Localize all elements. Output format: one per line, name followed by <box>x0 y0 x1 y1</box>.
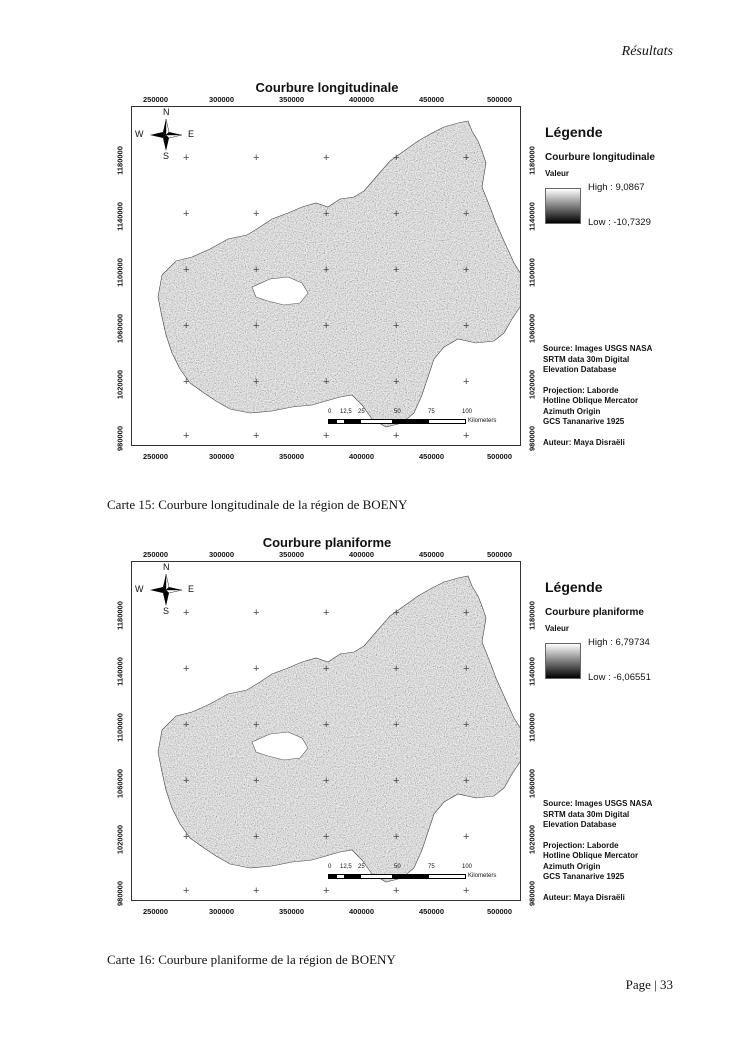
projection-line: Hotline Oblique Mercator <box>543 851 639 860</box>
scale-bar-segment <box>428 419 466 424</box>
scale-bar-label: 12,5 <box>340 409 352 415</box>
x-tick-label: 500000 <box>487 95 513 104</box>
source-line: SRTM data 30m Digital <box>543 354 630 364</box>
grid-cross: + <box>323 607 330 619</box>
x-tick-label: 300000 <box>209 907 235 916</box>
y-tick-label: 1180000 <box>115 146 125 175</box>
legend-color-ramp <box>545 188 581 224</box>
y-tick-label: 1140000 <box>527 202 537 231</box>
x-tick-label: 300000 <box>209 550 235 559</box>
compass-west-label: W <box>135 584 144 594</box>
projection-line: Projection: Laborde <box>543 840 619 850</box>
grid-cross: + <box>323 663 330 675</box>
x-tick-label: 450000 <box>419 452 445 461</box>
scale-bar-label: 50 <box>394 864 401 870</box>
y-tick-label: 980000 <box>527 425 537 452</box>
grid-cross: + <box>463 376 470 388</box>
x-tick-label: 400000 <box>349 95 375 104</box>
y-tick-label: 1020000 <box>527 824 537 855</box>
y-tick-label: 1020000 <box>115 824 125 855</box>
map-legend <box>545 124 685 178</box>
grid-cross: + <box>323 430 330 442</box>
y-tick-label: 1140000 <box>115 202 125 231</box>
source-line: Source: Images USGS NASA <box>543 344 653 353</box>
grid-cross: + <box>183 264 190 276</box>
scale-bar-label: 12,5 <box>340 864 352 870</box>
grid-cross: + <box>253 885 260 897</box>
compass-west-label: W <box>135 129 144 139</box>
map-caption-16: Carte 16: Courbure planiforme de la région de BOENY <box>107 952 396 967</box>
grid-cross: + <box>183 663 190 675</box>
grid-cross: + <box>463 320 470 332</box>
compass-rose-icon <box>135 562 195 616</box>
grid-cross: + <box>323 376 330 388</box>
y-tick-label: 1060000 <box>115 313 125 344</box>
map-area <box>131 106 521 446</box>
grid-cross: + <box>393 430 400 442</box>
y-tick-label: 1100000 <box>115 713 125 742</box>
projection-line: GCS Tananarive 1925 <box>543 417 625 426</box>
y-tick-label: 1060000 <box>527 313 537 344</box>
x-tick-label: 500000 <box>487 452 513 461</box>
spacer <box>543 883 683 893</box>
grid-cross: + <box>393 775 400 787</box>
grid-cross: + <box>463 152 470 164</box>
grid-cross: + <box>393 719 400 731</box>
x-tick-label: 250000 <box>143 452 169 461</box>
y-tick-label: 980000 <box>527 880 537 907</box>
legend-low: Low : -6,06551 <box>588 672 651 683</box>
projection-line: Projection: Laborde <box>543 385 619 395</box>
grid-cross: + <box>253 376 260 388</box>
grid-cross: + <box>393 320 400 332</box>
grid-cross: + <box>463 607 470 619</box>
scale-bar <box>328 864 498 888</box>
y-tick-label: 1140000 <box>527 657 537 686</box>
grid-cross: + <box>393 264 400 276</box>
spacer <box>543 428 683 438</box>
y-tick-label: 1180000 <box>527 146 537 175</box>
page-number: Page | 33 <box>625 977 673 992</box>
x-tick-label: 250000 <box>143 95 169 104</box>
grid-cross: + <box>183 831 190 843</box>
y-tick-label: 980000 <box>115 425 125 452</box>
x-tick-label: 500000 <box>487 907 513 916</box>
scale-bar-segment <box>392 419 430 424</box>
map-info-block <box>543 344 683 448</box>
x-tick-label: 300000 <box>209 452 235 461</box>
compass-north-label: N <box>163 107 170 117</box>
grid-cross: + <box>463 663 470 675</box>
map-courbure-longitudinale <box>107 80 677 470</box>
grid-cross: + <box>463 885 470 897</box>
grid-cross: + <box>183 885 190 897</box>
map-title: Courbure longitudinale <box>255 80 399 95</box>
y-tick-label: 1020000 <box>527 369 537 400</box>
legend-color-ramp <box>545 643 581 679</box>
spacer <box>543 376 683 386</box>
grid-cross: + <box>323 208 330 220</box>
grid-cross: + <box>183 607 190 619</box>
grid-cross: + <box>323 775 330 787</box>
y-tick-label: 1060000 <box>115 768 125 799</box>
grid-cross: + <box>463 775 470 787</box>
grid-cross: + <box>253 264 260 276</box>
grid-cross: + <box>323 885 330 897</box>
grid-cross: + <box>253 831 260 843</box>
compass-east-label: E <box>188 129 195 139</box>
y-tick-label: 1020000 <box>115 369 125 400</box>
legend-title: Légende <box>545 124 603 140</box>
legend-high: High : 9,0867 <box>588 182 645 193</box>
source-line: Elevation Database <box>543 820 617 829</box>
map-legend <box>545 579 685 633</box>
x-tick-label: 450000 <box>419 550 445 559</box>
x-tick-label: 450000 <box>419 907 445 916</box>
y-tick-label: 1180000 <box>527 601 537 630</box>
grid-cross: + <box>253 775 260 787</box>
scale-bar-label: 25 <box>358 409 365 415</box>
grid-cross: + <box>393 208 400 220</box>
author-line: Auteur: Maya Disraëli <box>543 437 625 447</box>
grid-cross: + <box>183 152 190 164</box>
grid-cross: + <box>463 208 470 220</box>
grid-cross: + <box>393 831 400 843</box>
scale-bar-segment <box>360 419 394 424</box>
grid-cross: + <box>393 885 400 897</box>
scale-bar-unit: Kilometers <box>468 873 497 879</box>
scale-bar-label: 0 <box>328 864 332 870</box>
scale-bar <box>328 409 498 433</box>
grid-cross: + <box>183 320 190 332</box>
map-info-block <box>543 799 683 903</box>
x-tick-label: 400000 <box>349 550 375 559</box>
source-line: Source: Images USGS NASA <box>543 799 653 808</box>
legend-value-label: Valeur <box>545 624 570 633</box>
map-courbure-planiforme <box>107 535 677 925</box>
grid-cross: + <box>323 320 330 332</box>
x-tick-label: 350000 <box>279 95 305 104</box>
legend-variable: Courbure planiforme <box>545 607 644 618</box>
grid-cross: + <box>253 320 260 332</box>
x-tick-label: 400000 <box>349 452 375 461</box>
x-tick-label: 350000 <box>279 452 305 461</box>
legend-low: Low : -10,7329 <box>588 217 651 228</box>
projection-line: Hotline Oblique Mercator <box>543 396 639 405</box>
source-line: SRTM data 30m Digital <box>543 809 630 819</box>
grid-cross: + <box>183 719 190 731</box>
projection-line: GCS Tananarive 1925 <box>543 872 625 881</box>
y-tick-label: 980000 <box>115 880 125 907</box>
legend-value-label: Valeur <box>545 169 570 178</box>
grid-cross: + <box>463 264 470 276</box>
legend-high: High : 6,79734 <box>588 637 650 648</box>
grid-cross: + <box>253 663 260 675</box>
y-tick-label: 1100000 <box>527 258 537 287</box>
x-tick-label: 500000 <box>487 550 513 559</box>
grid-cross: + <box>253 430 260 442</box>
scale-bar-label: 25 <box>358 864 365 870</box>
grid-cross: + <box>253 208 260 220</box>
grid-cross: + <box>323 264 330 276</box>
compass-rose-icon <box>135 107 195 161</box>
grid-cross: + <box>323 831 330 843</box>
y-tick-label: 1100000 <box>527 713 537 742</box>
scale-bar-label: 100 <box>462 864 473 870</box>
compass-south-label: S <box>163 151 170 161</box>
compass-north-label: N <box>163 562 170 572</box>
grid-cross: + <box>253 607 260 619</box>
scale-bar-segment <box>428 874 466 879</box>
scale-bar-unit: Kilometers <box>468 418 497 424</box>
grid-cross: + <box>393 376 400 388</box>
x-tick-label: 300000 <box>209 95 235 104</box>
grid-cross: + <box>463 719 470 731</box>
source-line: Elevation Database <box>543 365 617 374</box>
y-tick-label: 1100000 <box>115 258 125 287</box>
map-area <box>131 561 521 901</box>
x-tick-label: 250000 <box>143 550 169 559</box>
grid-cross: + <box>183 430 190 442</box>
scale-bar-segment <box>392 874 430 879</box>
scale-bar-segment <box>360 874 394 879</box>
spacer <box>543 831 683 841</box>
legend-variable: Courbure longitudinale <box>545 152 655 163</box>
y-tick-label: 1180000 <box>115 601 125 630</box>
x-tick-label: 350000 <box>279 550 305 559</box>
compass-south-label: S <box>163 606 170 616</box>
x-tick-label: 250000 <box>143 907 169 916</box>
grid-cross: + <box>183 376 190 388</box>
grid-cross: + <box>183 208 190 220</box>
grid-cross: + <box>253 719 260 731</box>
grid-cross: + <box>393 607 400 619</box>
grid-cross: + <box>463 430 470 442</box>
grid-cross: + <box>323 152 330 164</box>
running-header: Résultats <box>621 44 673 59</box>
grid-cross: + <box>323 719 330 731</box>
y-tick-label: 1060000 <box>527 768 537 799</box>
compass-east-label: E <box>188 584 195 594</box>
scale-bar-label: 50 <box>394 409 401 415</box>
y-tick-label: 1140000 <box>115 657 125 686</box>
scale-bar-label: 75 <box>428 409 435 415</box>
x-tick-label: 400000 <box>349 907 375 916</box>
map-caption-15: Carte 15: Courbure longitudinale de la région de BOENY <box>107 497 408 512</box>
scale-bar-label: 100 <box>462 409 473 415</box>
grid-cross: + <box>393 663 400 675</box>
projection-line: Azimuth Origin <box>543 406 601 416</box>
x-tick-label: 450000 <box>419 95 445 104</box>
scale-bar-label: 0 <box>328 409 332 415</box>
author-line: Auteur: Maya Disraëli <box>543 892 625 902</box>
grid-cross: + <box>393 152 400 164</box>
map-title: Courbure planiforme <box>262 535 392 550</box>
grid-cross: + <box>183 775 190 787</box>
scale-bar-label: 75 <box>428 864 435 870</box>
projection-line: Azimuth Origin <box>543 861 601 871</box>
grid-cross: + <box>253 152 260 164</box>
legend-title: Légende <box>545 579 603 595</box>
x-tick-label: 350000 <box>279 907 305 916</box>
grid-cross: + <box>463 831 470 843</box>
